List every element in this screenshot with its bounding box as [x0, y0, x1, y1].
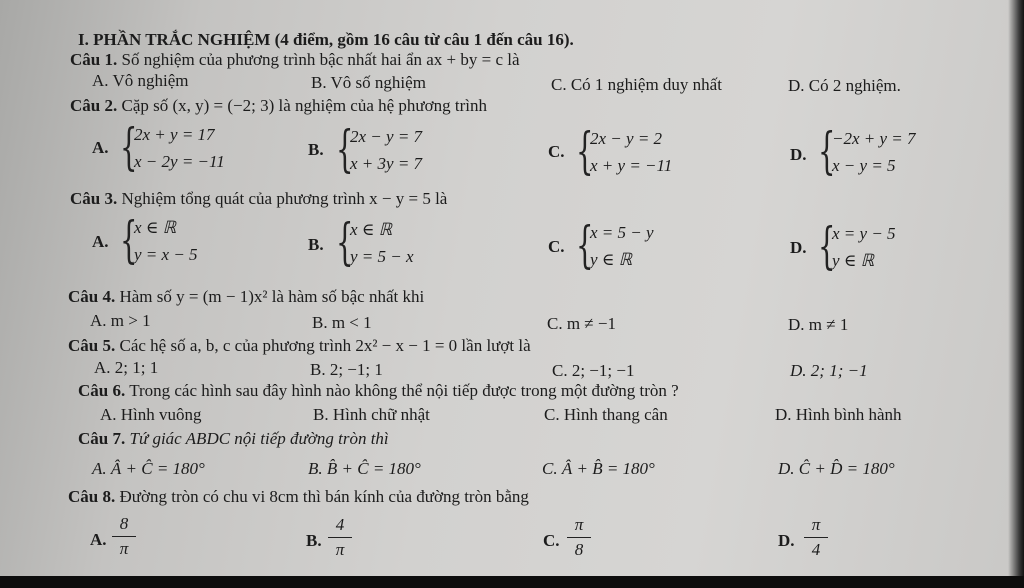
q8-option-d-letter: D. [778, 531, 795, 550]
q4-option-d: D. m ≠ 1 [788, 315, 849, 334]
q7-option-a: A. Â + Ĉ = 180° [92, 459, 205, 478]
q3-option-a-letter: A. [92, 232, 109, 251]
q1-text: Số nghiệm của phương trình bậc nhất hai ẩn ax + by = c là [121, 50, 520, 69]
q7-text: Tứ giác ABDC nội tiếp đường tròn thì [129, 429, 389, 448]
q2-b-eq2: x + 3y = 7 [350, 154, 423, 173]
q3-d-eq1: x = y − 5 [832, 224, 896, 243]
q2-text: Cặp số (x, y) = (−2; 3) là nghiệm của hệ phương trình [121, 96, 487, 115]
q8-c-den: 8 [574, 540, 584, 559]
question-5 [68, 336, 531, 356]
question-4 [68, 287, 424, 307]
q3-d-eq2: y ∈ ℝ [832, 251, 875, 270]
q3-option-b-letter: B. [308, 235, 324, 254]
q2-c-eq2: x + y = −11 [590, 156, 673, 175]
q3-label: Câu 3. [70, 189, 118, 208]
q8-d-num: π [811, 515, 821, 534]
q4-label: Câu 4. [68, 287, 116, 306]
question-3 [70, 189, 447, 209]
q2-a-eq2: x − 2y = −11 [134, 152, 225, 171]
section-title: I. PHẦN TRẮC NGHIỆM (4 điểm, gồm 16 câu từ câu 1 đến câu 16). [78, 30, 574, 49]
page-edge-shadow [1008, 0, 1024, 588]
q2-option-b-letter: B. [308, 140, 324, 159]
q8-d-den: 4 [811, 540, 821, 559]
q1-option-b: B. Vô số nghiệm [311, 73, 426, 92]
q3-option-d-letter: D. [790, 238, 807, 257]
q3-c-eq1: x = 5 − y [590, 223, 654, 242]
q1-label: Câu 1. [70, 50, 118, 69]
q2-d-eq2: x − y = 5 [832, 156, 896, 175]
q8-option-a-letter: A. [90, 530, 107, 549]
q3-a-eq1: x ∈ ℝ [134, 218, 177, 237]
q8-label: Câu 8. [68, 487, 116, 506]
q7-option-c: C. Â + B̂ = 180° [542, 459, 655, 478]
q8-c-bar [567, 537, 591, 538]
q5-option-a: A. 2; 1; 1 [94, 358, 159, 377]
q8-option-c-letter: C. [543, 531, 560, 550]
q3-option-c-letter: C. [548, 237, 565, 256]
q6-text: Trong các hình sau đây hình nào không thể nội tiếp được trong một đường tròn ? [129, 381, 679, 400]
q5-text: Các hệ số a, b, c của phương trình 2x² − x − 1 = 0 lần lượt là [119, 336, 531, 355]
q1-option-d: D. Có 2 nghiệm. [788, 76, 901, 95]
question-2 [70, 96, 487, 116]
q1-option-a: A. Vô nghiệm [92, 71, 189, 90]
q8-option-b-fraction [328, 515, 352, 560]
question-6 [78, 381, 679, 401]
q5-option-d: D. 2; 1; −1 [790, 361, 868, 380]
q6-option-c: C. Hình thang cân [544, 405, 668, 424]
q6-label: Câu 6. [78, 381, 126, 400]
q2-label: Câu 2. [70, 96, 118, 115]
q4-option-a: A. m > 1 [90, 311, 151, 330]
q2-c-eq1: 2x − y = 2 [590, 129, 663, 148]
question-8 [68, 487, 529, 507]
q3-b-eq1: x ∈ ℝ [350, 220, 393, 239]
q6-option-b: B. Hình chữ nhật [313, 405, 430, 424]
q2-option-a-letter: A. [92, 138, 109, 157]
q4-option-b: B. m < 1 [312, 313, 372, 332]
q8-text: Đường tròn có chu vi 8cm thì bán kính của đường tròn bằng [119, 487, 529, 506]
q8-a-bar [112, 536, 136, 537]
question-7 [78, 429, 389, 449]
q8-a-num: 8 [119, 514, 129, 533]
q6-option-d: D. Hình bình hành [775, 405, 902, 424]
page-bottom-shadow [0, 576, 1024, 588]
q5-label: Câu 5. [68, 336, 116, 355]
q2-a-eq1: 2x + y = 17 [134, 125, 215, 144]
q8-b-num: 4 [335, 515, 345, 534]
q8-b-bar [328, 537, 352, 538]
q8-c-num: π [574, 515, 584, 534]
q7-option-d: D. Ĉ + D̂ = 180° [778, 459, 895, 478]
q6-option-a: A. Hình vuông [100, 405, 202, 424]
q2-option-d-letter: D. [790, 145, 807, 164]
q8-option-b-letter: B. [306, 531, 322, 550]
q3-a-eq2: y = x − 5 [134, 245, 198, 264]
q3-b-eq2: y = 5 − x [350, 247, 414, 266]
q3-c-eq2: y ∈ ℝ [590, 250, 633, 269]
q5-option-c: C. 2; −1; −1 [552, 361, 635, 380]
q8-option-a-fraction [112, 514, 136, 559]
q7-label: Câu 7. [78, 429, 126, 448]
q7-option-b: B. B̂ + Ĉ = 180° [308, 459, 421, 478]
question-1 [70, 50, 520, 70]
q4-text: Hàm số y = (m − 1)x² là hàm số bậc nhất khi [119, 287, 425, 306]
q8-d-bar [804, 537, 828, 538]
q2-d-eq1: −2x + y = 7 [832, 129, 916, 148]
q2-option-c-letter: C. [548, 142, 565, 161]
q3-text: Nghiệm tổng quát của phương trình x − y = 5 là [121, 189, 448, 208]
q5-option-b: B. 2; −1; 1 [310, 360, 383, 379]
q2-b-eq1: 2x − y = 7 [350, 127, 423, 146]
q8-b-den: π [335, 540, 345, 559]
q8-option-c-fraction [567, 515, 591, 560]
q8-option-d-fraction [804, 515, 828, 560]
q1-option-c: C. Có 1 nghiệm duy nhất [551, 75, 722, 94]
q4-option-c: C. m ≠ −1 [547, 314, 616, 333]
q8-a-den: π [119, 539, 129, 558]
